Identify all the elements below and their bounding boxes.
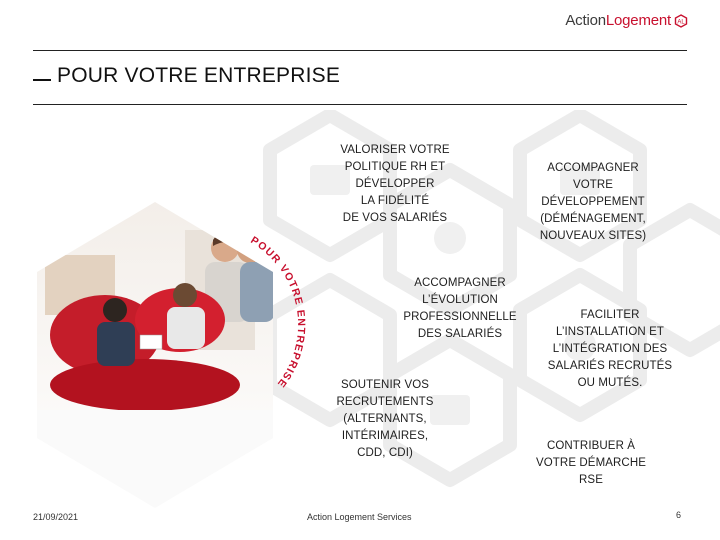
benefit-line: ACCOMPAGNER xyxy=(547,162,639,174)
benefit-career-evolution xyxy=(400,275,520,343)
benefit-line: POLITIQUE RH ET xyxy=(344,161,446,173)
benefit-line: (DÉMÉNAGEMENT, xyxy=(540,213,646,225)
benefit-recruitment xyxy=(325,377,445,462)
logo-text-part-b: Logement xyxy=(605,12,671,29)
benefit-line: FACILITER xyxy=(580,309,640,321)
benefit-line: VOTRE DÉMARCHE xyxy=(535,457,647,469)
logo-hexagon-icon xyxy=(674,14,688,28)
benefit-line: (ALTERNANTS, xyxy=(343,413,427,425)
benefit-line: SALARIÉS RECRUTÉS xyxy=(547,360,673,372)
benefit-line: VALORISER VOTRE xyxy=(340,144,450,156)
benefit-line: LA FIDÉLITÉ xyxy=(360,195,430,207)
svg-text:AL: AL xyxy=(677,19,685,25)
svg-text:POUR VOTRE ENTREPRISE xyxy=(248,234,307,390)
title-dash xyxy=(33,79,51,81)
benefit-line: L’INSTALLATION ET xyxy=(556,326,664,338)
benefit-csr xyxy=(525,438,657,489)
benefit-line: OU MUTÉS. xyxy=(577,377,643,389)
benefit-line: CDD, CDI) xyxy=(357,447,413,459)
page-title xyxy=(33,64,340,88)
logo-text xyxy=(565,12,671,29)
footer-company: Action Logement Services xyxy=(307,512,412,522)
benefit-development xyxy=(525,160,661,245)
benefit-line: DES SALARIÉS xyxy=(417,328,503,340)
circle-label-text: POUR VOTRE ENTREPRISE xyxy=(248,234,308,391)
benefit-line: NOUVEAUX SITES) xyxy=(539,230,647,242)
benefit-line: CONTRIBUER À xyxy=(546,440,636,452)
benefit-installation xyxy=(540,307,680,392)
logo-text-part-a: Action xyxy=(565,12,606,29)
benefit-line: INTÉRIMAIRES, xyxy=(341,430,429,442)
benefit-line: ACCOMPAGNER xyxy=(414,277,506,289)
circle-text-label xyxy=(220,230,320,400)
benefit-hr-policy xyxy=(330,142,460,227)
benefit-line: L’ÉVOLUTION xyxy=(422,294,498,306)
benefit-line: DÉVELOPPEMENT xyxy=(541,196,645,208)
benefit-line: PROFESSIONNELLE xyxy=(403,311,517,323)
page-number: 6 xyxy=(676,510,682,520)
benefit-line: RSE xyxy=(579,474,603,486)
brand-logo xyxy=(565,12,688,29)
page-title-text: POUR VOTRE ENTREPRISE xyxy=(57,64,341,87)
header-rule-top xyxy=(33,50,687,51)
footer-date: 21/09/2021 xyxy=(33,512,79,522)
benefit-line: DÉVELOPPER xyxy=(355,178,435,190)
benefit-line: SOUTENIR VOS xyxy=(340,379,430,391)
benefit-line: L’INTÉGRATION DES xyxy=(552,343,668,355)
header-rule-bottom xyxy=(33,104,687,105)
benefit-line: VOTRE xyxy=(572,179,614,191)
benefit-line: RECRUTEMENTS xyxy=(336,396,434,408)
benefit-line: DE VOS SALARIÉS xyxy=(342,212,448,224)
